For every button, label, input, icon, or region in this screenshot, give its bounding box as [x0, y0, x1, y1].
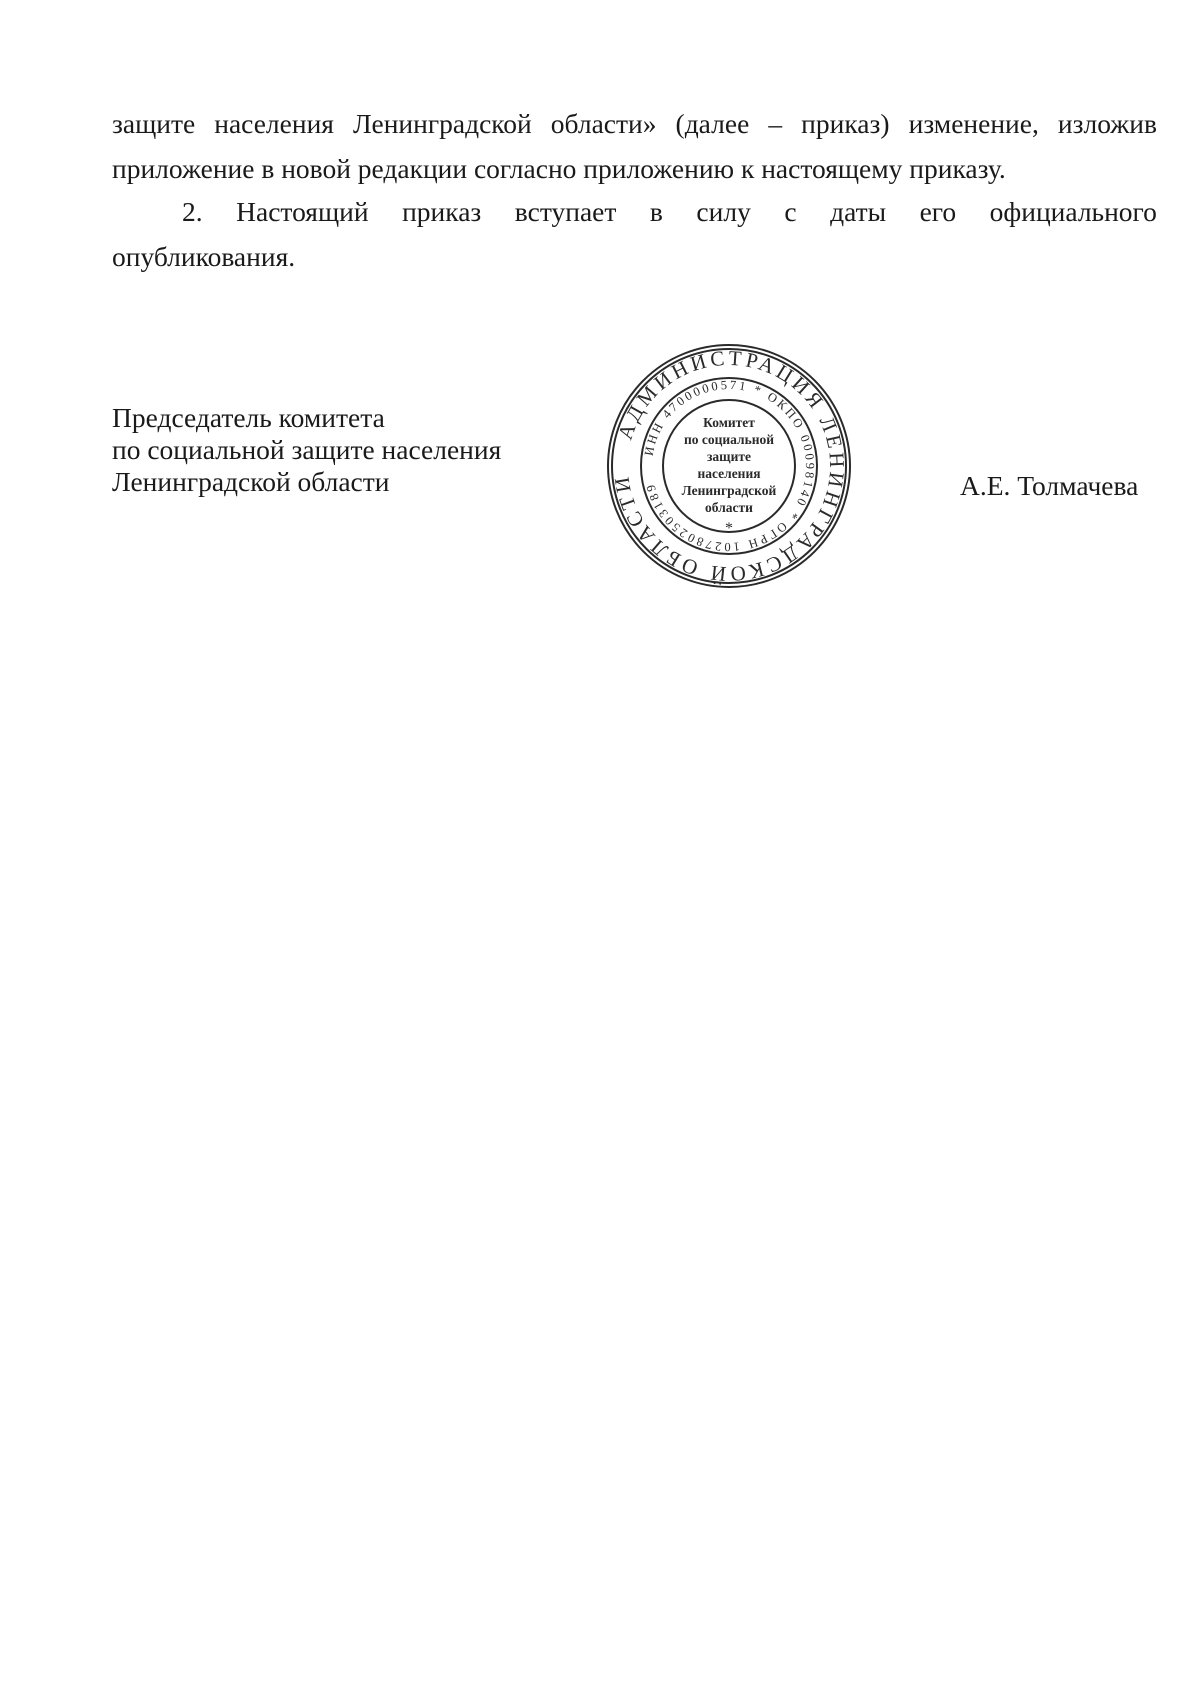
signatory-title-line: Ленинградской области [112, 466, 390, 497]
text-line-4: опубликования. [112, 241, 296, 272]
signatory-title-line: Председатель комитета [112, 402, 385, 433]
word: его [919, 196, 957, 227]
word: Настоящий [236, 196, 369, 227]
seal-center-line: по социальной [683, 432, 775, 447]
word: с [784, 196, 797, 227]
word: в [649, 196, 663, 227]
item-2-line [112, 196, 1157, 228]
seal-center-line: области [705, 500, 753, 515]
text-line-1: защите населения Ленинградской области» (далее – приказ) изменение, изложив [112, 108, 1157, 139]
seal-center-line: Ленинградской [681, 483, 777, 498]
seal-outer-text: АДМИНИСТРАЦИЯ ЛЕНИНГРАДСКОЙ ОБЛАСТИ [609, 345, 850, 587]
word: даты [830, 196, 887, 227]
official-seal [606, 343, 852, 589]
word: силу [696, 196, 751, 227]
word: приказ [402, 196, 482, 227]
seal-inner-text: ИНН 4700000571 * ОКПО 00098140 * ОГРН 1027802503189 [641, 377, 818, 555]
signatory-title-line: по социальной защите населения [112, 434, 502, 465]
seal-center-line: защите [707, 449, 751, 464]
seal-star: * [725, 520, 733, 537]
item-number: 2. [182, 196, 203, 227]
signatory-name: А.Е. Толмачева [960, 470, 1139, 501]
seal-center-line: Комитет [703, 415, 755, 430]
text-line-2: приложение в новой редакции согласно приложению к настоящему приказу. [112, 153, 1006, 184]
seal-center-line: населения [697, 466, 761, 481]
signatory-title [112, 402, 501, 498]
word: вступает [514, 196, 617, 227]
word: официального [989, 196, 1157, 227]
